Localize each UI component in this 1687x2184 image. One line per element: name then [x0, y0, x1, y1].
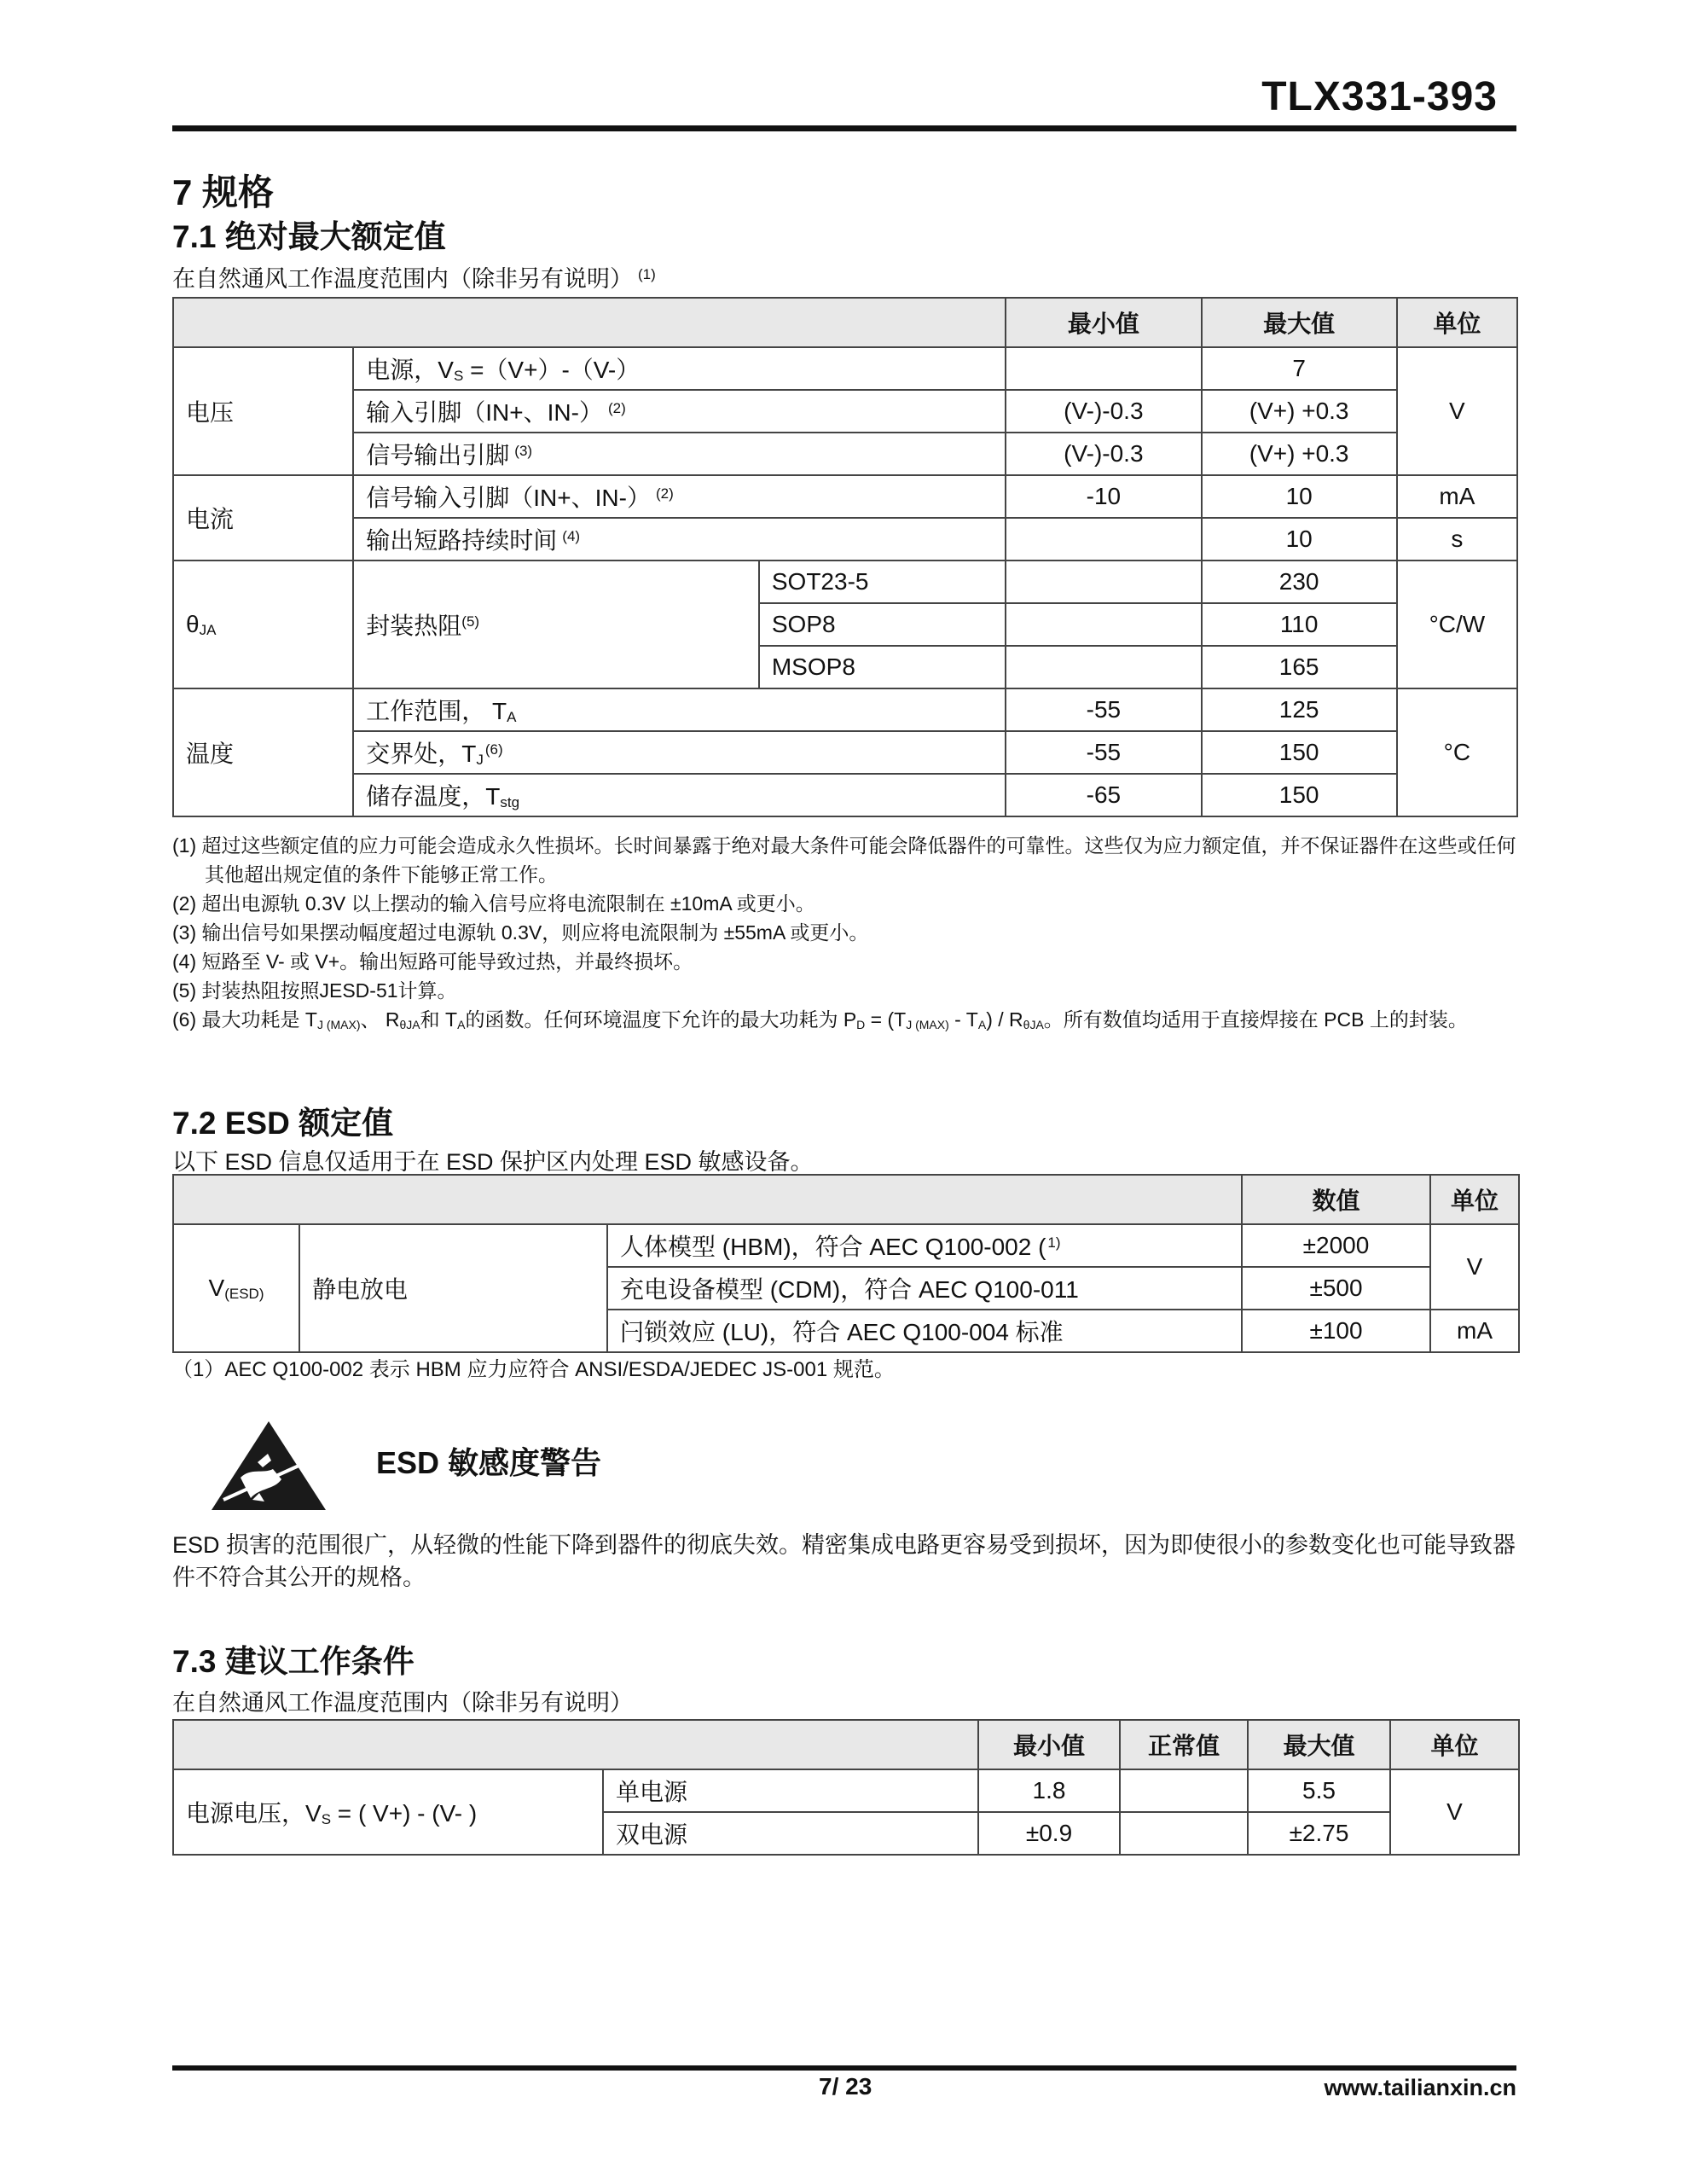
note-6: (6) 最大功耗是 $T_{J (MAX)}$、 $R_{\theta JA}$和 $T_A$的函数。任何环境温度下允许的最大功耗为 $P_D = (T_{J (MAX)} - T_A) / R_{\theta JA}$。所有数值均适用于直接焊接在 PCB 上的封装。 — [172, 1008, 1468, 1031]
esd-value: ±2000 — [1242, 1224, 1430, 1267]
param-input-current: 信号输入引脚（IN+、IN-） $^{(2)}$ — [353, 475, 1006, 518]
esd-unit-ma: mA — [1430, 1310, 1519, 1352]
value-max: 5.5 — [1248, 1769, 1390, 1812]
value-max: 125 — [1202, 688, 1397, 731]
col-max: 最大值 — [1248, 1720, 1390, 1769]
value-min: -65 — [1006, 774, 1201, 816]
unit-temperature: °C — [1397, 688, 1517, 816]
value-min — [1006, 561, 1201, 603]
value-min — [1006, 646, 1201, 688]
unit-time: s — [1397, 518, 1517, 561]
col-unit: 单位 — [1397, 298, 1517, 347]
header-rule — [172, 125, 1516, 131]
unit-thermal: °C/W — [1397, 561, 1517, 688]
supply-type: 双电源 — [603, 1812, 978, 1855]
value-max: 10 — [1202, 475, 1397, 518]
row-label-current: 电流 — [173, 475, 353, 561]
value-max: 110 — [1202, 603, 1397, 646]
header-blank — [173, 1175, 1242, 1224]
value-max: 150 — [1202, 774, 1397, 816]
param-output-pin: 信号输出引脚 $^{(3)}$ — [353, 433, 1006, 475]
header-blank — [173, 1720, 978, 1769]
param-storage-temp: 储存温度，$T_{stg}$ — [353, 774, 1006, 816]
esd-footnote: （1）AEC Q100-002 表示 HBM 应力应符合 ANSI/ESDA/JEDEC JS-001 规范。 — [172, 1358, 895, 1381]
abs-max-condition: 在自然通风工作温度范围内（除非另有说明） $^{(1)}$ — [172, 266, 656, 292]
value-min: -55 — [1006, 731, 1201, 774]
note-3: (3) 输出信号如果摆动幅度超过电源轨 0.3V，则应将电流限制为 ±55mA 或更小。 — [172, 921, 869, 944]
unit-voltage: V — [1390, 1769, 1519, 1855]
value-min — [1006, 518, 1201, 561]
package-name: SOT23-5 — [759, 561, 1006, 603]
esd-model-hbm: 人体模型 (HBM)，符合 AEC Q100-002 ( $^{1)}$ — [607, 1224, 1242, 1267]
note-4: (4) 短路至 V- 或 V+。输出短路可能导致过热，并最终损坏。 — [172, 950, 693, 973]
value-max: 10 — [1202, 518, 1397, 561]
esd-value: ±500 — [1242, 1267, 1430, 1310]
rec-table — [172, 1719, 1520, 1856]
col-unit: 单位 — [1430, 1175, 1519, 1224]
value-max: ±2.75 — [1248, 1812, 1390, 1855]
rec-condition: 在自然通风工作温度范围内（除非另有说明） — [172, 1690, 633, 1716]
page-number: 7/ 23 — [819, 2073, 872, 2100]
esd-symbol: $V_{(ESD)}$ — [173, 1224, 299, 1352]
note-5: (5) 封装热阻按照JESD-51计算。 — [172, 979, 457, 1002]
value-max: 230 — [1202, 561, 1397, 603]
value-max: 165 — [1202, 646, 1397, 688]
header-blank — [173, 298, 1006, 347]
row-label-temperature: 温度 — [173, 688, 353, 816]
row-label-voltage: 电压 — [173, 347, 353, 475]
value-max: (V+) +0.3 — [1202, 433, 1397, 475]
param-supply: 电源，$V_S =(V+)-(V-)$ — [353, 347, 1006, 390]
esd-value: ±100 — [1242, 1310, 1430, 1352]
value-min: (V-)-0.3 — [1006, 433, 1201, 475]
value-max: (V+) +0.3 — [1202, 390, 1397, 433]
param-input-pins: 输入引脚（IN+、IN-） $^{(2)}$ — [353, 390, 1006, 433]
esd-condition: 以下 ESD 信息仅适用于在 ESD 保护区内处理 ESD 敏感设备。 — [172, 1149, 814, 1175]
esd-warning-text: ESD 损害的范围很广，从轻微的性能下降到器件的彻底失效。精密集成电路更容易受到损坏，因为即使很小的参数变化也可能导致器件不符合其公开的规格。 — [172, 1532, 1516, 1590]
esd-warning-title: ESD 敏感度警告 — [376, 1445, 602, 1480]
param-operating-temp: 工作范围， $T_A$ — [353, 688, 1006, 731]
esd-title: 7.2 ESD 额定值 — [172, 1106, 394, 1141]
note-1: (1) 超过这些额定值的应力可能会造成永久性损坏。长时间暴露于绝对最大条件可能会降低器件的可靠性。这些仅为应力额定值，并不保证器件在这些或任何其他超出规定值的条件下能够正常工作。 — [172, 834, 1516, 886]
unit-current: mA — [1397, 475, 1517, 518]
col-unit: 单位 — [1390, 1720, 1519, 1769]
value-max: 7 — [1202, 347, 1397, 390]
value-min — [1006, 603, 1201, 646]
value-typ — [1120, 1812, 1248, 1855]
value-min: -55 — [1006, 688, 1201, 731]
website-link[interactable]: www.tailianxin.cn — [1324, 2075, 1516, 2100]
abs-max-table — [172, 297, 1518, 817]
value-max: 150 — [1202, 731, 1397, 774]
package-name: MSOP8 — [759, 646, 1006, 688]
param-supply-voltage: 电源电压，$V_S$ = ( V+) - (V- ) — [173, 1769, 603, 1855]
rec-title: 7.3 建议工作条件 — [172, 1644, 415, 1679]
supply-type: 单电源 — [603, 1769, 978, 1812]
esd-warning-icon — [208, 1418, 329, 1513]
param-thermal-resistance: 封装热阻$^{(5)}$ — [353, 561, 759, 688]
esd-table — [172, 1174, 1520, 1353]
footer-rule — [172, 2065, 1516, 2071]
value-min — [1006, 347, 1201, 390]
col-typ: 正常值 — [1120, 1720, 1248, 1769]
abs-max-title: 7.1 绝对最大额定值 — [172, 219, 446, 254]
value-min: -10 — [1006, 475, 1201, 518]
abs-max-notes — [172, 831, 1516, 1039]
value-typ — [1120, 1769, 1248, 1812]
col-min: 最小值 — [1006, 298, 1201, 347]
esd-model-lu: 闩锁效应 (LU)，符合 AEC Q100-004 标准 — [607, 1310, 1242, 1352]
section-title: 7 规格 — [172, 172, 275, 212]
param-short-duration: 输出短路持续时间 $^{(4)}$ — [353, 518, 1006, 561]
document-part-number: TLX331-393 — [1261, 74, 1498, 119]
col-min: 最小值 — [978, 1720, 1120, 1769]
value-min: 1.8 — [978, 1769, 1120, 1812]
unit-voltage: V — [1397, 347, 1517, 475]
package-name: SOP8 — [759, 603, 1006, 646]
note-2: (2) 超出电源轨 0.3V 以上摆动的输入信号应将电流限制在 ±10mA 或更小。 — [172, 892, 815, 915]
esd-category: 静电放电 — [299, 1224, 607, 1352]
row-label-theta: $\theta_{JA}$ — [173, 561, 353, 688]
param-junction-temp: 交界处，$T_J^{(6)}$ — [353, 731, 1006, 774]
col-max: 最大值 — [1202, 298, 1397, 347]
esd-unit-v: V — [1430, 1224, 1519, 1310]
value-min: (V-)-0.3 — [1006, 390, 1201, 433]
esd-model-cdm: 充电设备模型 (CDM)，符合 AEC Q100-011 — [607, 1267, 1242, 1310]
value-min: ±0.9 — [978, 1812, 1120, 1855]
col-value: 数值 — [1242, 1175, 1430, 1224]
